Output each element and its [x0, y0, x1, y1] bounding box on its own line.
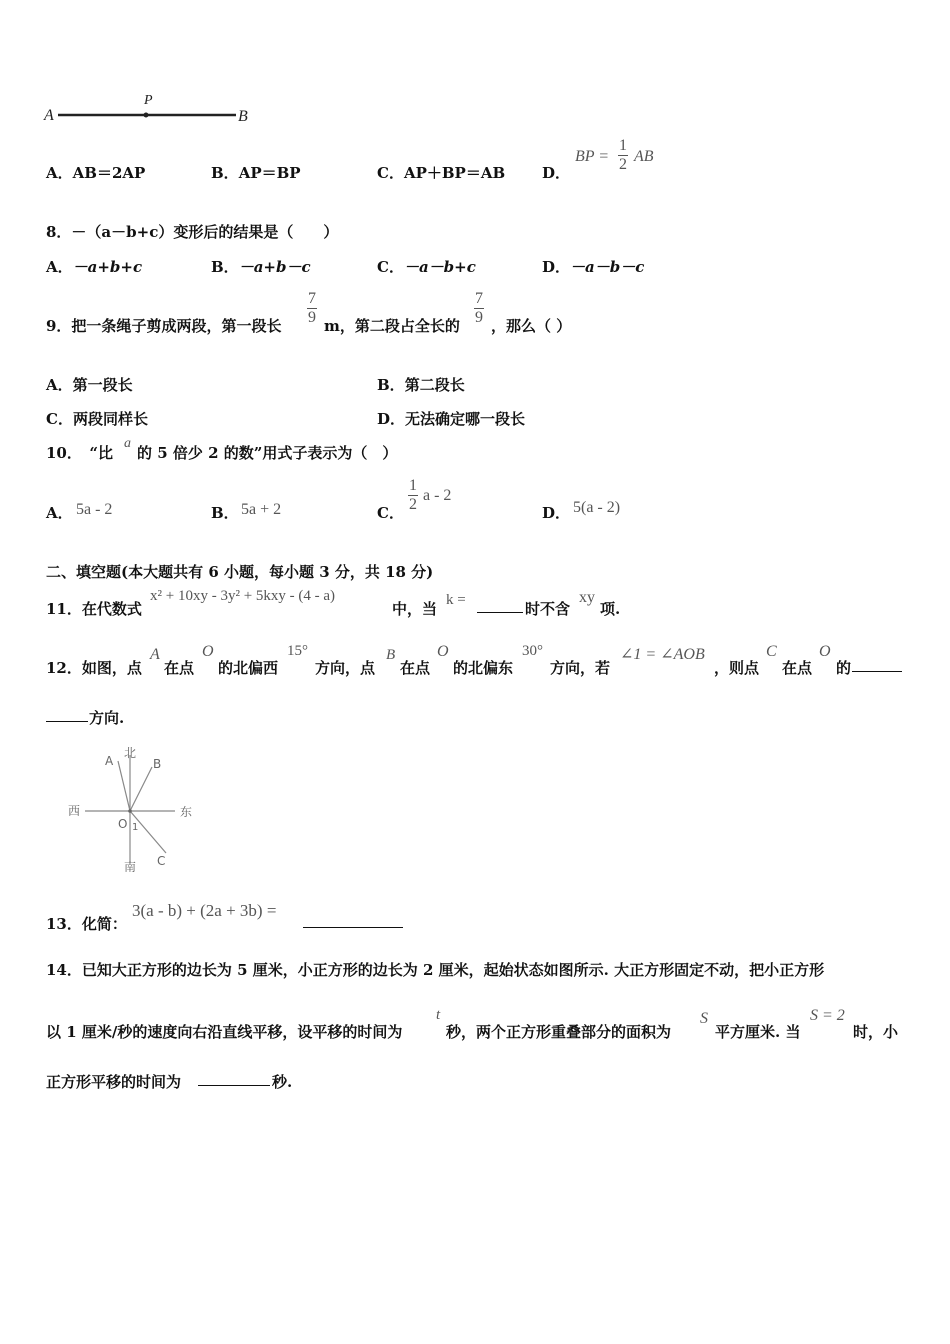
- q13-part1: 13．化简：: [46, 915, 127, 933]
- q9-part1: 9．把一条绳子剪成两段，第一段长: [46, 317, 282, 335]
- q12-point-a: A: [150, 646, 160, 663]
- q10-c-expr: a - 2: [423, 487, 452, 504]
- q8-option-a[interactable]: [46, 256, 142, 277]
- q14-var-s: S: [700, 1010, 708, 1027]
- q12-text-9: 在点: [782, 659, 813, 677]
- q9-fraction-2: [474, 290, 484, 327]
- option-text: －a+b+c: [72, 258, 143, 276]
- q7-option-c[interactable]: [377, 162, 505, 183]
- ray-oa: [118, 761, 130, 811]
- compass-label-1: 1: [132, 822, 139, 833]
- option-text: －a－b－c: [570, 258, 645, 276]
- q11-expr: x² + 10xy - 3y² + 5kxy - (4 - a): [150, 588, 336, 604]
- q12-angle-2: 30°: [522, 643, 543, 659]
- q10-part2: 的 5 倍少 2 的数”用式子表示为（ ）: [137, 444, 398, 462]
- fraction-denominator: 9: [475, 309, 483, 326]
- segment-label-b: B: [238, 108, 248, 125]
- q14-condition: S = 2: [810, 1007, 845, 1024]
- q9-option-c[interactable]: [46, 408, 148, 429]
- q11-part2: 中，当: [392, 600, 438, 618]
- q12-text-6: 的北偏东: [453, 659, 514, 677]
- q11-answer-blank[interactable]: [477, 598, 523, 613]
- q14-line-2d: 时，小: [853, 1023, 899, 1041]
- segment-ab-svg: [40, 95, 270, 130]
- compass-label-o: O: [118, 817, 128, 831]
- q14-answer-blank[interactable]: [198, 1071, 270, 1086]
- q10-option-a[interactable]: A．: [46, 504, 73, 522]
- q9-option-d[interactable]: [377, 408, 525, 429]
- q8-option-c[interactable]: [377, 256, 476, 277]
- segment-label-p: P: [144, 93, 153, 108]
- q9-part2: m，第二段占全长的: [324, 317, 460, 335]
- option-key: A．: [46, 376, 73, 394]
- q10-option-b[interactable]: B．: [211, 504, 239, 522]
- q9-option-a[interactable]: [46, 374, 133, 395]
- q12-condition: ∠1 = ∠AOB: [620, 646, 705, 663]
- option-key: C．: [377, 164, 404, 182]
- q11-cond: k =: [446, 592, 466, 608]
- q12-point-c: C: [766, 643, 777, 660]
- q8-option-d[interactable]: [542, 256, 644, 277]
- q7-d-lhs: BP =: [575, 148, 610, 165]
- segment-label-a: A: [44, 107, 54, 124]
- compass-label-b: B: [153, 757, 162, 771]
- q12-text-8: ，则点: [714, 659, 760, 677]
- compass-label-c: C: [157, 854, 166, 868]
- q14-line-2b: 秒，两个正方形重叠部分的面积为: [446, 1023, 672, 1041]
- compass-south: 南: [124, 860, 137, 874]
- q10-a-expr: 5a - 2: [76, 501, 113, 518]
- option-text: 第二段长: [404, 376, 465, 394]
- option-key: D．: [542, 258, 571, 276]
- option-key: C．: [377, 258, 404, 276]
- option-key: B．: [377, 376, 405, 394]
- q12-text-7: 方向，若: [550, 659, 611, 677]
- fraction-denominator: 2: [619, 156, 627, 173]
- q8-stem: 8．－（a－b+c）变形后的结果是（ ）: [46, 223, 339, 241]
- option-text: －a－b+c: [403, 258, 476, 276]
- q14-line-1: 14．已知大正方形的边长为 5 厘米，小正方形的边长为 2 厘米，起始状态如图所示. 大正方形固定不动，把小正方形: [46, 961, 825, 979]
- q12-point-o-3: O: [819, 643, 831, 660]
- q14-var-t: t: [436, 1007, 441, 1023]
- q7-d-rhs: AB: [634, 148, 654, 165]
- q12-answer-blank-2[interactable]: [46, 707, 88, 722]
- option-text: AP＝BP: [238, 164, 301, 182]
- q12-text-10: 的: [836, 659, 852, 677]
- q10-b-expr: 5a + 2: [241, 501, 282, 518]
- q12-point-o-2: O: [437, 643, 449, 660]
- option-key: A．: [46, 258, 73, 276]
- q12-point-b: B: [386, 647, 396, 663]
- q13-expr: 3(a - b) + (2a + 3b) =: [132, 901, 277, 920]
- q10-var: a: [124, 436, 131, 451]
- origin-dot: [128, 809, 132, 813]
- q12-text-1: 12．如图，点: [46, 659, 142, 677]
- fraction-numerator: 7: [308, 290, 316, 307]
- q14-line-3a: 正方形平移的时间为: [46, 1073, 182, 1091]
- option-key: B．: [211, 164, 239, 182]
- q7-option-b[interactable]: [211, 162, 301, 183]
- section2-title: 二、填空题(本大题共有 6 小题，每小题 3 分，共 18 分): [46, 563, 434, 581]
- q12-text-4: 方向，点: [315, 659, 376, 677]
- q11-part4: 项.: [600, 600, 621, 618]
- q11-term: xy: [579, 589, 595, 606]
- compass-label-a: A: [105, 754, 114, 768]
- q14-line-2a: 以 1 厘米/秒的速度向右沿直线平移，设平移的时间为: [46, 1023, 403, 1041]
- option-key: B．: [211, 258, 239, 276]
- option-text: AP＋BP＝AB: [403, 164, 506, 182]
- option-text: AB＝2AP: [72, 164, 146, 182]
- q11-part1: 11．在代数式: [46, 600, 142, 618]
- q12-text-5: 在点: [400, 659, 431, 677]
- q10-d-expr: 5(a - 2): [573, 499, 621, 516]
- option-key: C．: [46, 410, 73, 428]
- q13-answer-blank[interactable]: [303, 913, 403, 928]
- q9-option-b[interactable]: [377, 374, 465, 395]
- q12-point-o-1: O: [202, 643, 214, 660]
- fraction-numerator: 1: [619, 137, 627, 154]
- option-text: 两段同样长: [72, 410, 148, 428]
- option-text: 第一段长: [72, 376, 133, 394]
- fraction-denominator: 2: [409, 496, 417, 513]
- q10-c-fraction: [408, 477, 418, 514]
- compass-east: 东: [180, 805, 193, 819]
- q7-d-fraction: [618, 137, 628, 174]
- ray-ob: [130, 767, 152, 811]
- q12-text-3: 的北偏西: [218, 659, 279, 677]
- point-p-dot: [144, 113, 149, 118]
- q10-part1: 10． “比: [46, 444, 114, 462]
- fraction-numerator: 7: [475, 290, 483, 307]
- option-key: D．: [377, 410, 406, 428]
- q8-option-b[interactable]: [211, 256, 311, 277]
- q9-fraction-1: [307, 290, 317, 327]
- q10-option-c[interactable]: C．: [377, 504, 404, 522]
- q14-line-3b: 秒.: [272, 1073, 293, 1091]
- compass-west: 西: [68, 804, 81, 818]
- q12-answer-blank-1[interactable]: [852, 657, 902, 672]
- option-text: 无法确定哪一段长: [405, 410, 526, 428]
- compass-north: 北: [124, 746, 137, 760]
- q12-angle-1: 15°: [287, 643, 308, 659]
- q10-option-d[interactable]: D．: [542, 504, 571, 522]
- q9-part3: ，那么（ ）: [491, 317, 572, 335]
- fraction-denominator: 9: [308, 309, 316, 326]
- q7-option-d[interactable]: D．: [542, 164, 571, 182]
- q11-part3: 时不含: [525, 600, 571, 618]
- q12-text-2: 在点: [164, 659, 195, 677]
- fraction-numerator: 1: [409, 477, 417, 494]
- option-text: －a+b－c: [238, 258, 311, 276]
- q7-option-a[interactable]: [46, 162, 145, 183]
- option-key: A．: [46, 164, 73, 182]
- q12-line-2: 方向.: [89, 709, 125, 727]
- q14-line-2c: 平方厘米. 当: [715, 1023, 801, 1041]
